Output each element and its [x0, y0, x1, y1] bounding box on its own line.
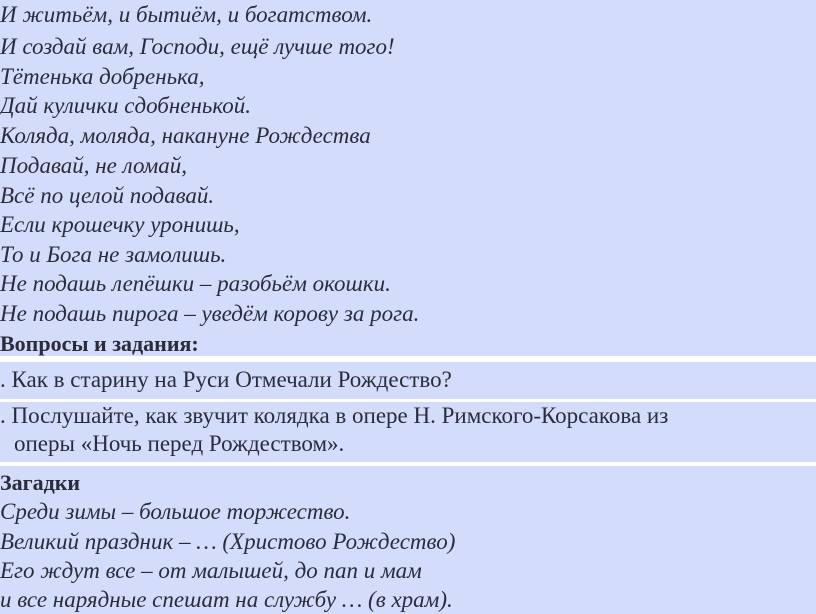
poem-line: Подавай, не ломай,	[0, 153, 187, 178]
poem-line: И житьём, и бытиём, и богатством.	[0, 2, 373, 27]
riddle-line: и все нарядные спешат на службу … (в храм).	[0, 587, 453, 612]
riddles-heading: Загадки	[0, 470, 81, 495]
question-item	[0, 402, 816, 462]
questions-heading: Вопросы и задания:	[0, 331, 199, 356]
riddle-line: Его ждут все – от малышей, до пап и мам	[0, 558, 422, 583]
question-text: . Как в старину на Руси Отмечали Рождество?	[0, 367, 452, 392]
riddle-line: Среди зимы – большое торжество.	[0, 499, 351, 524]
question-text-continuation: оперы «Ночь перед Рождеством».	[14, 431, 345, 456]
poem-line: Не подашь пирога – уведём корову за рога.	[0, 301, 420, 326]
poem-line: То и Бога не замолишь.	[0, 242, 227, 267]
poem-line: Тётенька добренька,	[0, 64, 205, 89]
poem-line: Коляда, моляда, накануне Рождества	[0, 123, 371, 148]
poem-line: Дай кулички сдобненькой.	[0, 93, 251, 118]
poem-line: Если крошечку уронишь,	[0, 212, 240, 237]
question-text: . Послушайте, как звучит колядка в опере Н. Римского-Корсакова из	[0, 403, 669, 428]
poem-line: И создай вам, Господи, ещё лучше того!	[0, 34, 395, 59]
poem-line: Всё по целой подавай.	[0, 183, 215, 208]
question-item	[0, 362, 816, 399]
poem-line: Не подашь лепёшки – разобьём окошки.	[0, 271, 391, 296]
riddle-line: Великий праздник – … (Христово Рождество)	[0, 529, 456, 554]
riddles-block	[0, 466, 816, 614]
